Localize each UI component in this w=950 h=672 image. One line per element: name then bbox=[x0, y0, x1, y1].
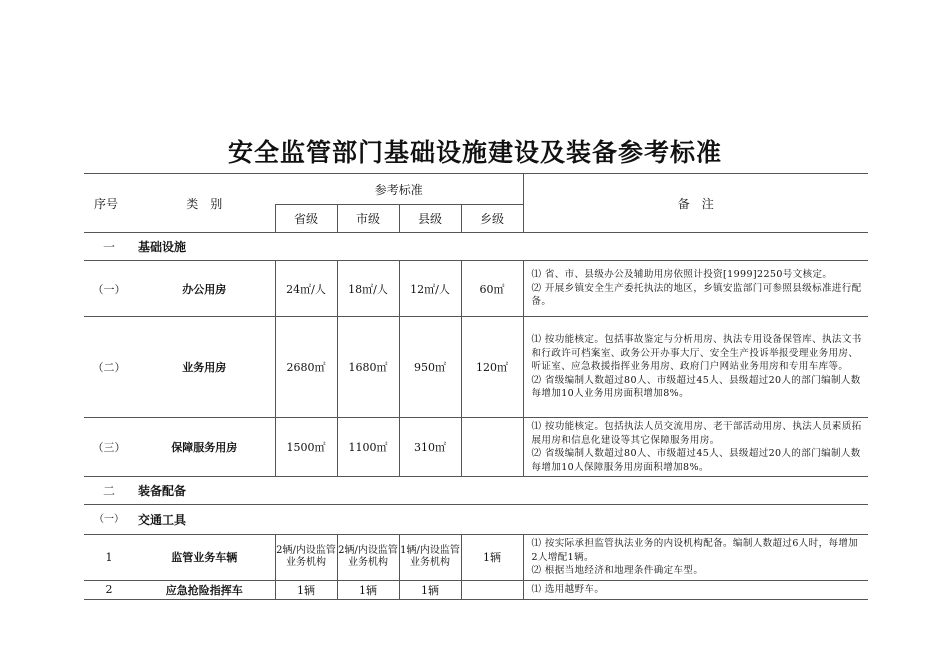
row-remarks bbox=[523, 580, 868, 599]
header-category: 类 别 bbox=[134, 174, 275, 233]
header-township: 乡级 bbox=[461, 205, 523, 233]
row-township bbox=[461, 580, 523, 599]
row-seq: （二） bbox=[84, 317, 134, 418]
row-province: 1500㎡ bbox=[275, 418, 337, 477]
table-row bbox=[84, 317, 868, 418]
table-row bbox=[84, 580, 868, 599]
row-seq: 1 bbox=[84, 535, 134, 581]
row-category: 办公用房 bbox=[134, 261, 275, 317]
remark-line: ⑵ 省级编制人数超过80人、市级超过45人、县级超过20人的部门编制人数每增加10人业务用房面积增加8%。 bbox=[531, 374, 861, 400]
row-category: 业务用房 bbox=[134, 317, 275, 418]
remark-line: ⑴ 按实际承担监管执法业务的内设机构配备。编制人数超过6人时，每增加2人增配1辆。 bbox=[531, 538, 859, 563]
header-remarks: 备 注 bbox=[523, 174, 868, 233]
row-city: 18㎡/人 bbox=[337, 261, 399, 317]
remark-line: ⑵ 省级编制人数超过80人、市级超过45人、县级超过20人的部门编制人数每增加10人保障服务用房面积增加8%。 bbox=[531, 448, 861, 473]
remark-line: ⑴ 选用越野车。 bbox=[531, 583, 605, 595]
remark-line: ⑴ 省、市、县级办公及辅助用房依照计投资[1999]2250号文核定。 bbox=[531, 269, 833, 281]
row-city: 2辆/内设监管业务机构 bbox=[337, 535, 399, 581]
row-township: 60㎡ bbox=[461, 261, 523, 317]
row-county: 950㎡ bbox=[399, 317, 461, 418]
row-county: 1辆 bbox=[399, 580, 461, 599]
row-county: 310㎡ bbox=[399, 418, 461, 477]
header-county: 县级 bbox=[399, 205, 461, 233]
table-row bbox=[84, 261, 868, 317]
row-category: 保障服务用房 bbox=[134, 418, 275, 477]
row-seq: （一） bbox=[84, 505, 134, 535]
standards-table bbox=[84, 173, 868, 600]
subsection-row-vehicles bbox=[84, 505, 868, 535]
row-remarks bbox=[523, 535, 868, 581]
header-province: 省级 bbox=[275, 205, 337, 233]
section-seq: 二 bbox=[84, 477, 134, 505]
remark-line: ⑵ 开展乡镇安全生产委托执法的地区，乡镇安监部门可参照县级标准进行配备。 bbox=[531, 282, 862, 308]
row-seq: 2 bbox=[84, 580, 134, 599]
section-name: 交通工具 bbox=[134, 505, 868, 535]
row-province: 1辆 bbox=[275, 580, 337, 599]
section-row-equipment bbox=[84, 477, 868, 505]
row-county: 1辆/内设监管业务机构 bbox=[399, 535, 461, 581]
section-name: 装备配备 bbox=[134, 477, 868, 505]
row-province: 24㎡/人 bbox=[275, 261, 337, 317]
row-category: 应急抢险指挥车 bbox=[134, 580, 275, 599]
row-remarks bbox=[523, 418, 868, 477]
row-seq: （一） bbox=[84, 261, 134, 317]
row-city: 1100㎡ bbox=[337, 418, 399, 477]
row-remarks bbox=[523, 317, 868, 418]
remark-line: ⑴ 按功能核定。包括执法人员交流用房、老干部活动用房、执法人员素质拓展用房和信息化建设等其它保障服务用房。 bbox=[531, 421, 862, 446]
row-township: 1辆 bbox=[461, 535, 523, 581]
section-row-infrastructure bbox=[84, 233, 868, 261]
row-category: 监管业务车辆 bbox=[134, 535, 275, 581]
remark-line: ⑵ 根据当地经济和地理条件确定车型。 bbox=[531, 565, 704, 576]
document-title: 安全监管部门基础设施建设及装备参考标准 bbox=[227, 138, 722, 167]
row-province: 2辆/内设监管业务机构 bbox=[275, 535, 337, 581]
row-township: 120㎡ bbox=[461, 317, 523, 418]
row-township bbox=[461, 418, 523, 477]
table-row bbox=[84, 418, 868, 477]
header-city: 市级 bbox=[337, 205, 399, 233]
row-county: 12㎡/人 bbox=[399, 261, 461, 317]
section-name: 基础设施 bbox=[134, 233, 868, 261]
row-seq: （三） bbox=[84, 418, 134, 477]
header-ref-std: 参考标准 bbox=[275, 174, 523, 205]
remark-line: ⑴ 按功能核定。包括事故鉴定与分析用房、执法专用设备保管库、执法文书和行政许可档案室、政务公开办事大厅、安全生产投诉举报受理业务用房、听证室、应急救援指挥业务用房、政府门户网站业务用房和专用车库等。 bbox=[531, 334, 862, 373]
table-row bbox=[84, 535, 868, 581]
row-province: 2680㎡ bbox=[275, 317, 337, 418]
row-remarks bbox=[523, 261, 868, 317]
row-city: 1680㎡ bbox=[337, 317, 399, 418]
header-seq: 序号 bbox=[84, 174, 134, 233]
header-row-top bbox=[84, 174, 868, 205]
section-seq: 一 bbox=[84, 233, 134, 261]
row-city: 1辆 bbox=[337, 580, 399, 599]
